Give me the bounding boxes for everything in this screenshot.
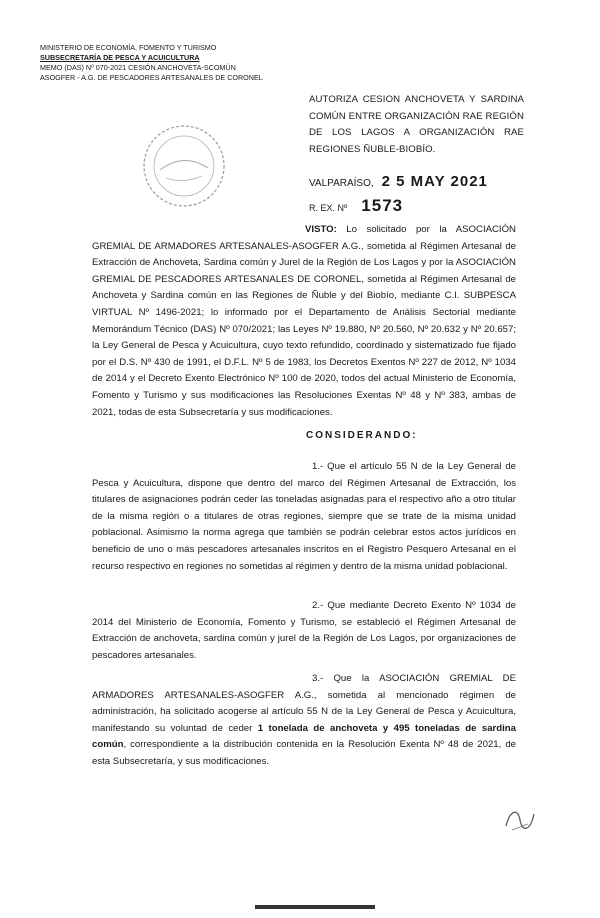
resolution-label: R. EX. Nº	[309, 203, 348, 213]
official-stamp	[140, 122, 228, 210]
paragraph-1-text: 1.- Que el artículo 55 N de la Ley General de Pesca y Acuicultura, dispone que dentro del marco del Régimen Artesanal de Extracción, los titulares de asignaciones podrán ceder las toneladas asignadas para el respectivo año a otro titular de la misma región o a titulares de otras regiones, siempre que se trate de la misma unidad poblacional. Asimismo la norma agrega que también se podrán celebrar estos actos jurídicos en beneficio de uno o más pescadores artesanales inscritos en el Registro Pesquero Artesanal en el recurso respectivo en regiones no sometidas al régimen y dentro de la misma unidad poblacional.	[92, 461, 516, 572]
considerando-heading: CONSIDERANDO:	[306, 430, 418, 441]
paragraph-3-text-end: , correspondiente a la distribución contenida en la Resolución Exenta Nº 48 de 2021, de esta Subsecretaría, y sus modificaciones.	[92, 739, 516, 767]
ministry-name: MINISTERIO DE ECONOMÍA, FOMENTO Y TURISMO	[40, 43, 217, 52]
considerando-paragraph-2	[92, 598, 516, 664]
visto-section	[92, 222, 516, 421]
resolution-number: 1573	[361, 196, 404, 215]
resolution-number-line	[309, 196, 403, 216]
visto-label: VISTO:	[305, 224, 337, 235]
memo-reference-2: ASOGFER - A.G. DE PESCADORES ARTESANALES DE CORONEL	[40, 73, 263, 82]
paragraph-3-quantity: 1 tonelada de anchoveta y 495 toneladas de sardina común	[92, 722, 516, 751]
footer-mark	[255, 905, 375, 909]
memo-reference: MEMO (DAS) Nº 070-2021 CESIÓN ANCHOVETA-SCOMÚN	[40, 63, 236, 72]
paragraph-2-text: 2.- Que mediante Decreto Exento Nº 1034 de 2014 del Ministerio de Economía, Fomento y Turismo, se estableció el Régimen Artesanal de Extracción de anchoveta, sardina común y jurel de la Región de Los Lagos, por organizaciones de pescadores artesanales.	[92, 600, 516, 661]
considerando-paragraph-3	[92, 671, 516, 771]
subsecretaria-name: SUBSECRETARÍA DE PESCA Y ACUICULTURA	[40, 53, 200, 62]
initials-signature	[500, 800, 540, 840]
date-place: VALPARAÍSO,	[309, 178, 374, 189]
visto-text: Lo solicitado por la ASOCIACIÓN GREMIAL DE ARMADORES ARTESANALES-ASOGFER A.G., sometida al Régimen Artesanal de Extracción de Anchoveta, Sardina común y Jurel de la Región de Los Lagos y por la ASOCIACIÓN GREMIAL DE PESCADORES ARTESANALES DE CORONEL, sometida al Régimen Artesanal de Anchoveta y Sardina común en las Regiones de Ñuble y del Biobío, mediante C.I. SUBPESCA VIRTUAL Nº 1496-2021; lo informado por el Departamento de Análisis Sectorial mediante Memorándum Técnico (DAS) Nº 070/2021; las Leyes Nº 19.880, Nº 20.560, Nº 20.632 y Nº 20.657; la Ley General de Pesca y Acuicultura, cuyo texto refundido, coordinado y sistematizado fue fijado por el D.S. Nº 430 de 1991, el D.F.L. Nº 5 de 1983, los Decretos Exentos Nº 227 de 2012, Nº 1034 de 2014 y el Decreto Exento Electrónico Nº 100 de 2020, todos del actual Ministerio de Economía, Fomento y Turismo y sus modificaciones las Resoluciones Exentas Nº 48 y Nº 383, ambas de 2021, todas de esta Subsecretaría y sus modificaciones.	[92, 224, 516, 418]
date-line	[309, 173, 488, 190]
paragraph-3-text-start: 3.- Que la ASOCIACIÓN GREMIAL DE ARMADORES ARTESANALES-ASOGFER A.G., sometida al mencionado régimen de administración, ha solicitado acogerse al artículo 55 N de la Ley General de Pesca y Acuicultura, manifestando su voluntad de ceder	[92, 673, 516, 734]
ministry-header	[40, 43, 270, 83]
resolution-title: AUTORIZA CESION ANCHOVETA Y SARDINA COMÚN ENTRE ORGANIZACIÓN RAE REGIÓN DE LOS LAGOS A ORGANIZACIÓN RAE REGIONES ÑUBLE-BIOBÍO.	[309, 94, 524, 155]
considerando-paragraph-1	[92, 459, 516, 575]
date-stamp: 2 5 MAY 2021	[381, 173, 488, 190]
